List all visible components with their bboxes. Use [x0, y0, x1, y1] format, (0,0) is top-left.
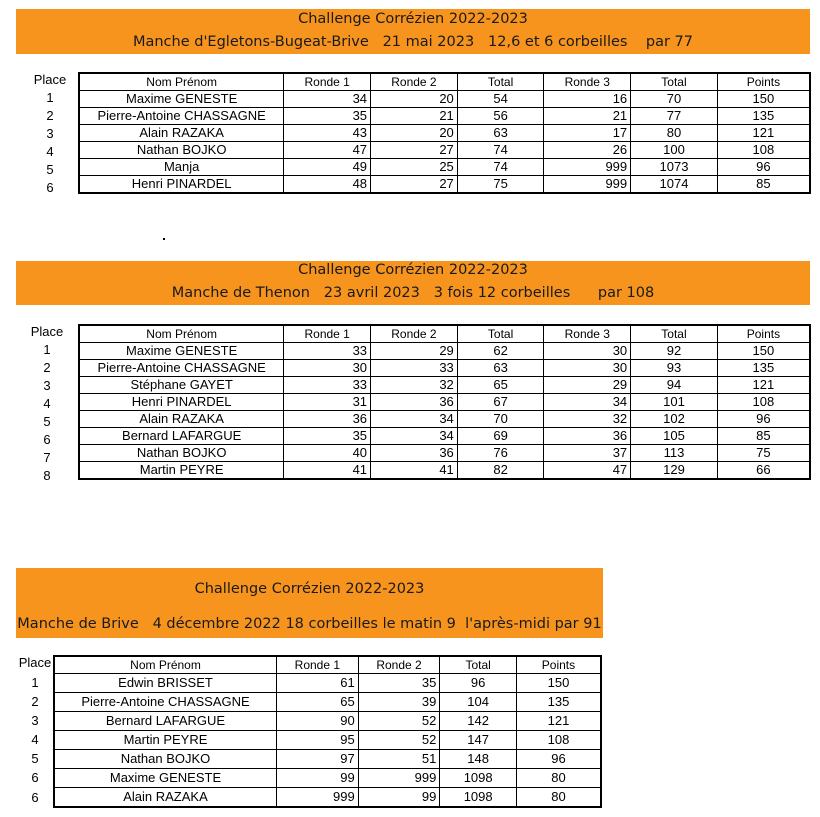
ronde-1-score: 41	[284, 462, 371, 480]
section-2-results-table	[78, 324, 811, 480]
ronde-1-score: 35	[284, 108, 371, 125]
points: 80	[516, 788, 601, 807]
ronde-1-score: 48	[284, 176, 371, 194]
ronde-2-score: 52	[358, 712, 440, 731]
ronde-2-score: 34	[371, 428, 458, 445]
ronde-3-score: 47	[544, 462, 631, 480]
ronde-2-score: 27	[371, 176, 458, 194]
col-header-name: Nom Prénom	[54, 656, 277, 674]
total: 96	[440, 674, 517, 693]
ronde-3-score: 17	[544, 125, 631, 142]
subtotal: 67	[457, 394, 544, 411]
player-name: Pierre-Antoine CHASSAGNE	[79, 108, 284, 125]
table-row	[79, 159, 810, 176]
place-value: 6	[31, 790, 39, 805]
player-name: Henri PINARDEL	[79, 176, 284, 194]
col-header-ronde-2: Ronde 2	[358, 656, 440, 674]
points: 96	[516, 750, 601, 769]
points: 150	[717, 343, 810, 360]
section-2-subtitle: Manche de Thenon 23 avril 2023 3 fois 12 corbeilles par 108	[171, 285, 655, 301]
table-row	[79, 428, 810, 445]
section-3-title: Challenge Corrézien 2022-2023	[194, 581, 425, 597]
total: 105	[631, 428, 718, 445]
subtotal: 56	[457, 108, 544, 125]
player-name: Alain RAZAKA	[79, 411, 284, 428]
section-1-results-table	[78, 72, 811, 194]
ronde-3-score: 30	[544, 343, 631, 360]
ronde-1-score: 35	[284, 428, 371, 445]
points: 135	[717, 108, 810, 125]
col-header-total: Total	[440, 656, 517, 674]
table-row	[54, 674, 601, 693]
section-3-subtitle: Manche de Brive 4 décembre 2022 18 corbeilles le matin 9 l'après-midi par 91	[17, 616, 602, 632]
section-2-banner	[16, 261, 810, 305]
ronde-2-score: 36	[371, 445, 458, 462]
place-value: 3	[31, 713, 39, 728]
total: 147	[440, 731, 517, 750]
ronde-1-score: 97	[277, 750, 359, 769]
subtotal: 62	[457, 343, 544, 360]
place-value: 1	[46, 90, 54, 105]
ronde-2-score: 32	[371, 377, 458, 394]
ronde-3-score: 16	[544, 91, 631, 108]
table-row	[54, 731, 601, 750]
place-value: 4	[46, 144, 54, 159]
ronde-2-score: 35	[358, 674, 440, 693]
ronde-1-score: 61	[277, 674, 359, 693]
total: 113	[631, 445, 718, 462]
ronde-1-score: 33	[284, 377, 371, 394]
place-value: 7	[43, 450, 51, 465]
place-value: 6	[46, 180, 54, 195]
col-header-ronde-1: Ronde 1	[284, 325, 371, 343]
ronde-1-score: 34	[284, 91, 371, 108]
ronde-1-score: 95	[277, 731, 359, 750]
place-value: 2	[43, 360, 51, 375]
total: 129	[631, 462, 718, 480]
ronde-2-score: 25	[371, 159, 458, 176]
col-header-ronde-3: Ronde 3	[544, 325, 631, 343]
place-value: 5	[31, 751, 39, 766]
points: 135	[717, 360, 810, 377]
ronde-2-score: 36	[371, 394, 458, 411]
ronde-3-score: 26	[544, 142, 631, 159]
points: 85	[717, 176, 810, 194]
total: 77	[631, 108, 718, 125]
player-name: Henri PINARDEL	[79, 394, 284, 411]
points: 66	[717, 462, 810, 480]
ronde-1-score: 65	[277, 693, 359, 712]
section-3-banner	[16, 568, 603, 638]
section-3-results-table	[53, 655, 602, 808]
ronde-1-score: 47	[284, 142, 371, 159]
ronde-1-score: 99	[277, 769, 359, 788]
ronde-2-score: 52	[358, 731, 440, 750]
total: 94	[631, 377, 718, 394]
ronde-1-score: 36	[284, 411, 371, 428]
ronde-2-score: 33	[371, 360, 458, 377]
points: 108	[516, 731, 601, 750]
points: 75	[717, 445, 810, 462]
ronde-3-score: 21	[544, 108, 631, 125]
points: 135	[516, 693, 601, 712]
ronde-2-score: 34	[371, 411, 458, 428]
ronde-2-score: 27	[371, 142, 458, 159]
table-row	[79, 411, 810, 428]
total: 70	[631, 91, 718, 108]
player-name: Edwin BRISSET	[54, 674, 277, 693]
points: 108	[717, 394, 810, 411]
place-value: 8	[43, 468, 51, 483]
section-1-subtitle: Manche d'Egletons-Bugeat-Brive 21 mai 2023 12,6 et 6 corbeilles par 77	[132, 34, 694, 50]
table-header-row	[54, 656, 601, 674]
col-header-total: Total	[457, 73, 544, 91]
points: 150	[717, 91, 810, 108]
player-name: Manja	[79, 159, 284, 176]
total: 1073	[631, 159, 718, 176]
player-name: Martin PEYRE	[79, 462, 284, 480]
ronde-1-score: 33	[284, 343, 371, 360]
table-header-row	[79, 325, 810, 343]
col-header-total-final: Total	[631, 325, 718, 343]
subtotal: 69	[457, 428, 544, 445]
ronde-3-score: 32	[544, 411, 631, 428]
table-row	[79, 445, 810, 462]
total: 1098	[440, 788, 517, 807]
col-header-points: Points	[516, 656, 601, 674]
total: 1098	[440, 769, 517, 788]
player-name: Maxime GENESTE	[79, 343, 284, 360]
place-value: 5	[46, 162, 54, 177]
player-name: Pierre-Antoine CHASSAGNE	[79, 360, 284, 377]
place-value: 5	[43, 414, 51, 429]
points: 121	[717, 125, 810, 142]
points: 121	[516, 712, 601, 731]
place-value: 6	[43, 432, 51, 447]
ronde-1-score: 49	[284, 159, 371, 176]
col-header-ronde-1: Ronde 1	[277, 656, 359, 674]
ronde-2-score: 20	[371, 91, 458, 108]
subtotal: 76	[457, 445, 544, 462]
points: 150	[516, 674, 601, 693]
subtotal: 54	[457, 91, 544, 108]
total: 101	[631, 394, 718, 411]
player-name: Alain RAZAKA	[79, 125, 284, 142]
col-header-points: Points	[717, 73, 810, 91]
subtotal: 74	[457, 159, 544, 176]
points: 121	[717, 377, 810, 394]
table-row	[54, 712, 601, 731]
col-header-name: Nom Prénom	[79, 73, 284, 91]
subtotal: 70	[457, 411, 544, 428]
ronde-2-score: 41	[371, 462, 458, 480]
points: 96	[717, 411, 810, 428]
table-row	[54, 750, 601, 769]
table-row	[79, 462, 810, 480]
ronde-2-score: 29	[371, 343, 458, 360]
table-row	[79, 394, 810, 411]
ronde-3-score: 30	[544, 360, 631, 377]
table-row	[79, 360, 810, 377]
ronde-3-score: 999	[544, 176, 631, 194]
place-value: 1	[43, 342, 51, 357]
player-name: Alain RAZAKA	[54, 788, 277, 807]
place-value: 2	[46, 108, 54, 123]
total: 148	[440, 750, 517, 769]
table-row	[54, 788, 601, 807]
player-name: Nathan BOJKO	[54, 750, 277, 769]
subtotal: 82	[457, 462, 544, 480]
place-value: 3	[46, 126, 54, 141]
total: 104	[440, 693, 517, 712]
ronde-2-score: 21	[371, 108, 458, 125]
ronde-1-score: 90	[277, 712, 359, 731]
ronde-1-score: 31	[284, 394, 371, 411]
place-value: 2	[31, 694, 39, 709]
ronde-1-score: 40	[284, 445, 371, 462]
player-name: Stéphane GAYET	[79, 377, 284, 394]
total: 80	[631, 125, 718, 142]
ronde-3-score: 36	[544, 428, 631, 445]
total: 100	[631, 142, 718, 159]
table-row	[54, 769, 601, 788]
total: 1074	[631, 176, 718, 194]
col-header-ronde-2: Ronde 2	[371, 325, 458, 343]
player-name: Bernard LAFARGUE	[54, 712, 277, 731]
player-name: Maxime GENESTE	[79, 91, 284, 108]
subtotal: 65	[457, 377, 544, 394]
table-row	[79, 142, 810, 159]
ronde-2-score: 39	[358, 693, 440, 712]
section-1-title: Challenge Corrézien 2022-2023	[298, 11, 528, 27]
col-header-name: Nom Prénom	[79, 325, 284, 343]
points: 96	[717, 159, 810, 176]
place-header: Place	[18, 655, 52, 670]
points: 85	[717, 428, 810, 445]
player-name: Pierre-Antoine CHASSAGNE	[54, 693, 277, 712]
table-row	[79, 176, 810, 194]
ronde-3-score: 29	[544, 377, 631, 394]
subtotal: 63	[457, 360, 544, 377]
points: 80	[516, 769, 601, 788]
col-header-ronde-2: Ronde 2	[371, 73, 458, 91]
place-header: Place	[30, 324, 64, 339]
total: 142	[440, 712, 517, 731]
col-header-ronde-3: Ronde 3	[544, 73, 631, 91]
table-row	[79, 91, 810, 108]
col-header-total: Total	[457, 325, 544, 343]
player-name: Bernard LAFARGUE	[79, 428, 284, 445]
ronde-2-score: 51	[358, 750, 440, 769]
place-value: 4	[43, 396, 51, 411]
ronde-1-score: 999	[277, 788, 359, 807]
ronde-2-score: 20	[371, 125, 458, 142]
place-value: 1	[31, 675, 39, 690]
place-value: 6	[31, 770, 39, 785]
section-2-title: Challenge Corrézien 2022-2023	[298, 262, 528, 278]
col-header-points: Points	[717, 325, 810, 343]
subtotal: 74	[457, 142, 544, 159]
table-row	[79, 108, 810, 125]
table-header-row	[79, 73, 810, 91]
col-header-ronde-1: Ronde 1	[284, 73, 371, 91]
table-row	[79, 125, 810, 142]
col-header-total-final: Total	[631, 73, 718, 91]
table-row	[79, 377, 810, 394]
subtotal: 75	[457, 176, 544, 194]
ronde-2-score: 999	[358, 769, 440, 788]
points: 108	[717, 142, 810, 159]
total: 93	[631, 360, 718, 377]
place-value: 4	[31, 732, 39, 747]
ronde-1-score: 43	[284, 125, 371, 142]
table-row	[54, 693, 601, 712]
player-name: Nathan BOJKO	[79, 445, 284, 462]
player-name: Maxime GENESTE	[54, 769, 277, 788]
total: 92	[631, 343, 718, 360]
ronde-3-score: 34	[544, 394, 631, 411]
total: 102	[631, 411, 718, 428]
place-header: Place	[33, 72, 67, 87]
stray-dot	[163, 238, 165, 240]
subtotal: 63	[457, 125, 544, 142]
table-row	[79, 343, 810, 360]
player-name: Martin PEYRE	[54, 731, 277, 750]
ronde-3-score: 999	[544, 159, 631, 176]
ronde-3-score: 37	[544, 445, 631, 462]
ronde-2-score: 99	[358, 788, 440, 807]
player-name: Nathan BOJKO	[79, 142, 284, 159]
section-1-banner	[16, 9, 810, 54]
place-value: 3	[43, 378, 51, 393]
ronde-1-score: 30	[284, 360, 371, 377]
